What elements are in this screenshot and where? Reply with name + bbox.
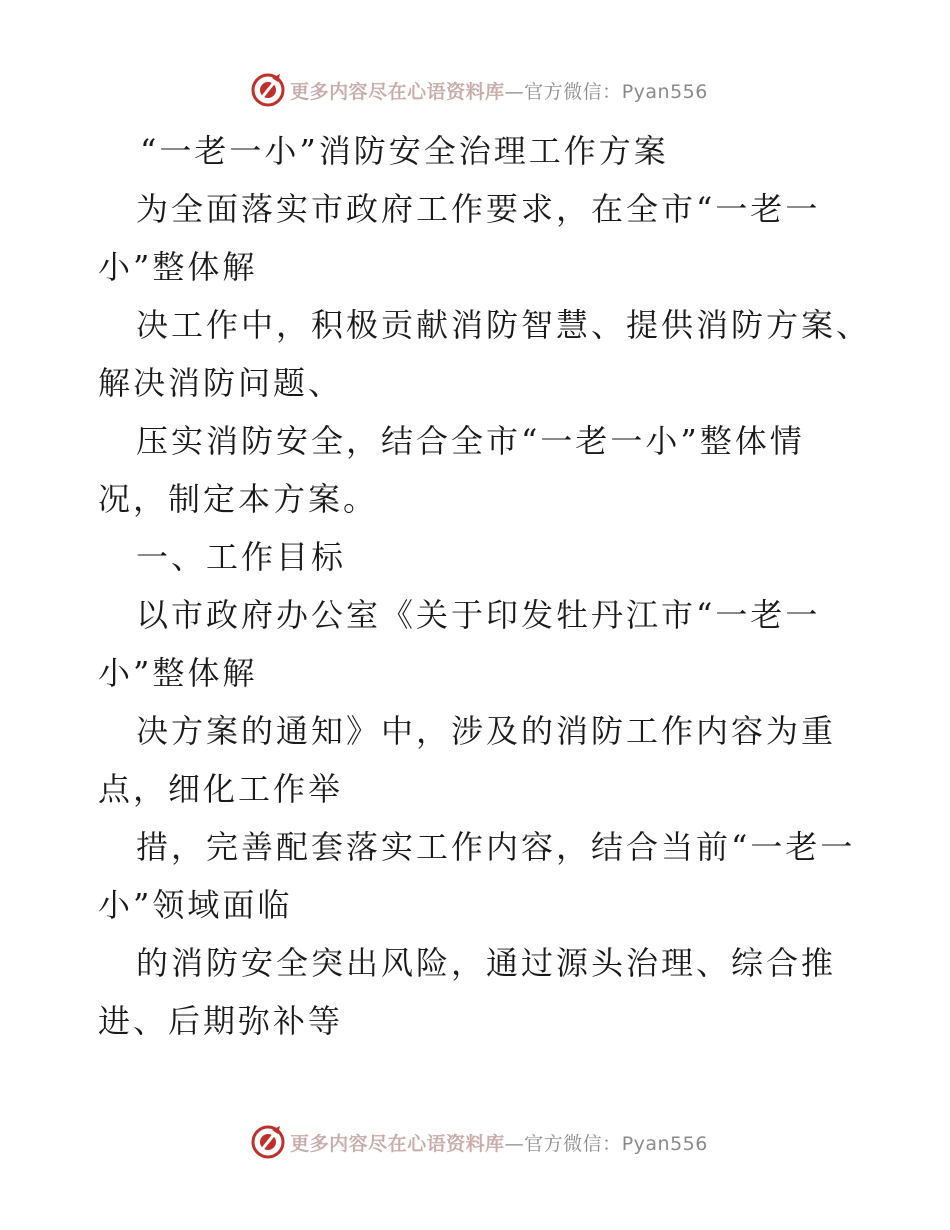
banner-slogan: 更多内容尽在心语资料库 xyxy=(290,80,505,103)
brand-logo-icon xyxy=(250,1124,286,1160)
paragraph-line: 压实消防安全，结合全市“一老一小”整体情 xyxy=(136,422,805,460)
paragraph-line: 决方案的通知》中，涉及的消防工作内容为重 xyxy=(136,712,837,750)
paragraph-line: 小”整体解 xyxy=(98,654,258,692)
document-title: “一老一小”消防安全治理工作方案 xyxy=(140,132,669,170)
banner-wechat-label: 官方微信： xyxy=(524,80,622,103)
paragraph-line: 以市政府办公室《关于印发牡丹江市“一老一 xyxy=(136,596,821,634)
section-heading: 一、工作目标 xyxy=(136,538,347,576)
banner-wechat-id: Pyan556 xyxy=(621,1132,708,1155)
paragraph-line: 的消防安全突出风险，通过源头治理、综合推 xyxy=(136,944,837,982)
paragraph-line: 为全面落实市政府工作要求，在全市“一老一 xyxy=(136,190,821,228)
banner-slogan: 更多内容尽在心语资料库 xyxy=(290,1132,505,1155)
brand-logo-icon xyxy=(250,72,286,108)
paragraph-line: 小”整体解 xyxy=(98,248,258,286)
banner-dash: — xyxy=(504,1132,525,1155)
banner-dash: — xyxy=(504,80,525,103)
banner-wechat-id: Pyan556 xyxy=(621,80,708,103)
paragraph-line: 况，制定本方案。 xyxy=(98,480,379,518)
banner-text xyxy=(290,1129,708,1156)
document-body xyxy=(98,122,872,1050)
footer-banner xyxy=(0,1122,950,1162)
paragraph-line: 小”领域面临 xyxy=(98,886,293,924)
paragraph-line: 解决消防问题、 xyxy=(98,364,344,402)
paragraph-line: 点，细化工作举 xyxy=(98,770,344,808)
header-banner xyxy=(0,70,950,110)
banner-wechat-label: 官方微信： xyxy=(524,1132,622,1155)
paragraph-line: 进、后期弥补等 xyxy=(98,1002,344,1040)
paragraph-line: 措，完善配套落实工作内容，结合当前“一老一 xyxy=(136,828,856,866)
banner-text xyxy=(290,77,708,104)
paragraph-line: 决工作中，积极贡献消防智慧、提供消防方案、 xyxy=(136,306,872,344)
